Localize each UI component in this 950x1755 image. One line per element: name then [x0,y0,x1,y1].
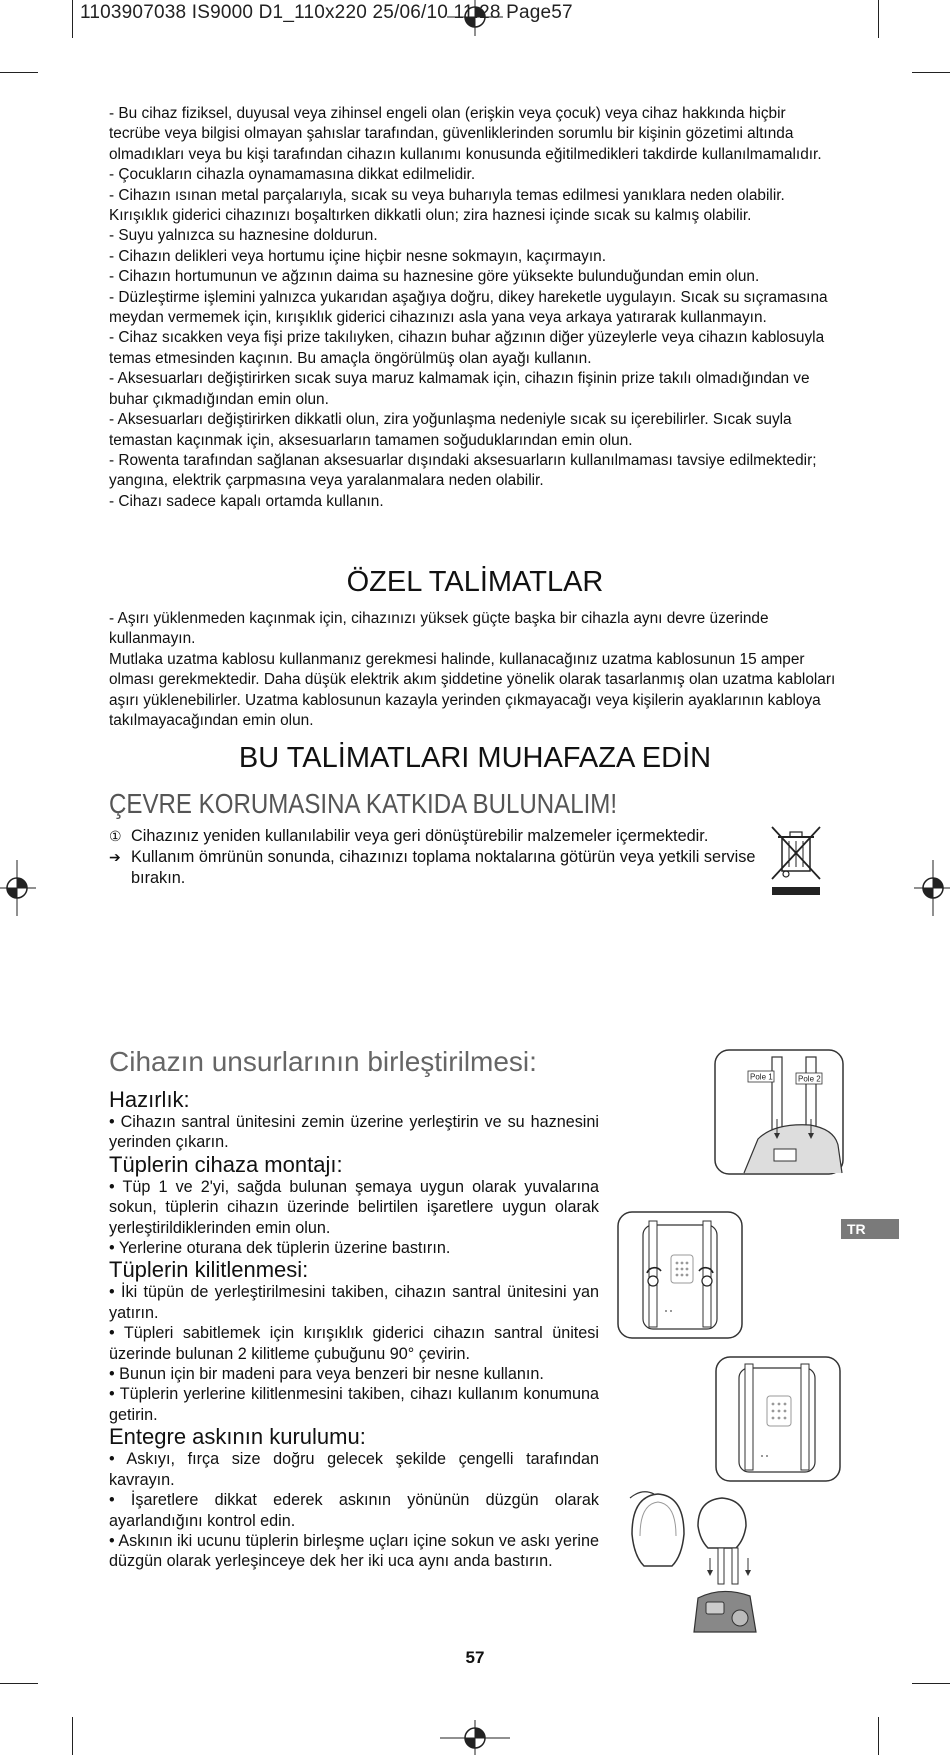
safety-paragraph: - Cihazın ısınan metal parçalarıyla, sıcak su veya buharıyla temas edilmesi yanıklara neden olabilir. Kırışıklık giderici cihazınızı boşaltırken dikkatli olun; zira haznesi içinde sıcak su kalmış olabilir. [109,186,785,225]
special-instructions [109,609,841,731]
instruction-paragraph: • İki tüpün de yerleştirilmesini takiben, cihazın santral ünitesini yan yatırın. [109,1283,599,1322]
safety-paragraph: - Aksesuarları değiştirirken dikkatli olun, zira yoğunlaşma nedeniyle sıcak su içerebilirler. Sıcak suyla temastan kaçınmak için, aksesuarların tamamen soğuduklarından emin olun. [109,411,792,449]
recycle-bullet-icon: ① [109,828,122,844]
assembly-instructions [109,1088,599,1572]
instruction-paragraph: • Yerlerine oturana dek tüplerin üzerine bastırın. [109,1239,451,1258]
svg-text:Pole 2: Pole 2 [798,1074,821,1084]
registration-mark-bottom [440,1720,510,1755]
safety-paragraph: - Cihazı sadece kapalı ortamda kullanın. [109,492,384,510]
section-heading: Hazırlık: [109,1087,190,1112]
special-instructions-title: ÖZEL TALİMATLAR [346,566,604,598]
instruction-paragraph: • Tüpleri sabitlemek için kırışıklık giderici cihazın santral ünitesi üzerinde bulunan 2 kilitleme çubuğunu 90° çevirin. [109,1324,599,1363]
special-paragraph: Mutlaka uzatma kablosu kullanmanız gerekmesi halinde, kullanacağınız uzatma kablosunun 15 amper olması gerekmektedir. Daha düşük elektrik akım şiddetine yönelik olarak tasarlanmış olan uzatma kabloları aşırı yüklenebilirler. Uzatma kablosunun kazayla yerinden çıkmayacağı veya kişilerin ayaklarının kabloya takılmayacağından emin olun. [109,650,836,730]
environment-list [109,826,761,889]
language-badge: TR [841,1219,899,1239]
instruction-paragraph: • Askıyı, fırça size doğru gelecek şekilde çengelli tarafından kavrayın. [109,1450,599,1489]
instruction-paragraph: • Bunun için bir madeni para veya benzeri bir nesne kullanın. [109,1365,544,1384]
assembly-title: Cihazın unsurlarının birleştirilmesi: [109,1046,537,1077]
locked-base-illustration [715,1356,841,1482]
instruction-paragraph: • İşaretlere dikkat ederek askının yönünün düzgün olarak ayarlandığını kontrol edin. [109,1491,599,1530]
page-number: 57 [465,1648,485,1667]
instruction-paragraph: • Askının iki ucunu tüplerin birleşme uçları içine sokun ve askı yerine düzgün olarak yerleşinceye dek her iki uca aynı anda bastırın. [109,1531,599,1571]
safety-paragraph: - Bu cihaz fiziksel, duyusal veya zihinsel engeli olan (erişkin veya çocuk) veya cihaz hakkında hiçbir tecrübe veya bilgisi olmayan şahıslar tarafından, güvenliklerinden sorumlu bir kişinin gözetimi altında olmadıkları veya bu kişi tarafından cihazın kullanımı konusunda eğitilmedikleri takdirde kullanılmamalıdır. [109,105,822,163]
safety-paragraph: - Suyu yalnızca su haznesine doldurun. [109,227,378,245]
instruction-paragraph: • Cihazın santral ünitesini zemin üzerine yerleştirin ve su haznesini yerinden çıkarın. [109,1113,599,1152]
list-item [109,826,761,847]
list-item-text: Cihazınız yeniden kullanılabilir veya geri dönüştürebilir malzemeler içermektedir. [131,827,709,845]
pole-1-label [748,1071,774,1082]
locking-bars-illustration [617,1211,743,1339]
registration-mark-right [914,860,950,916]
special-paragraph: - Aşırı yüklenmeden kaçınmak için, cihazınızı yüksek güçte başka bir cihazla aynı devre üzerinde kullanmayın. [109,610,769,648]
arrow-bullet-icon: ➔ [109,849,121,865]
registration-mark-left [0,860,36,916]
keep-instructions-heading: BU TALİMATLARI MUHAFAZA EDİN [238,742,712,774]
safety-paragraph: - Rowenta tarafından sağlanan aksesuarlar dışındaki aksesuarların kullanılmaması tavsiye edilmektedir; yangına, elektrik çarpmasına veya yaralanmalara neden olabilir. [109,451,817,490]
section-heading: Entegre askının kurulumu: [109,1424,366,1450]
weee-crossed-bin-icon [768,823,824,897]
print-slug: 1103907038 IS9000 D1_110x220 25/06/10 11:28 Page57 [80,2,573,23]
safety-paragraph: - Cihaz sıcakken veya fişi prize takılıyken, cihazın buhar ağzının diğer yüzeylerle veya cihazın kablosuyla temas etmesinden kaçının. Bu amaçla öngörülmüş olan ayağı kullanın. [109,329,825,367]
safety-paragraph: - Düzleştirme işlemini yalnızca yukarıdan aşağıya doğru, dikey hareketle uygulayın. Sıcak su sıçramasına meydan vermemek için, kırışıklık giderici cihazınızı asla yana veya arkaya yatırarak kullanmayın. [109,288,828,327]
hanger-installation-illustration [622,1486,766,1634]
safety-warnings [109,104,841,512]
pole-2-label [796,1073,822,1084]
svg-text:Pole 1: Pole 1 [750,1072,773,1082]
list-item-text: Kullanım ömrünün sonunda, cihazınızı toplama noktalarına götürün veya yetkili servise bırakın. [131,848,756,887]
safety-paragraph: - Aksesuarları değiştirirken sıcak suya maruz kalmamak için, cihazın fişinin prize takılı olmadığından ve buhar çıkmadığından emin olun. [109,370,810,408]
safety-paragraph: - Çocukların cihazla oynamamasına dikkat edilmelidir. [109,166,476,184]
section-heading: Tüplerin cihaza montajı: [109,1151,343,1177]
instruction-paragraph: • Tüplerin yerlerine kilitlenmesini takiben, cihazı kullanım konumuna getirin. [109,1385,599,1424]
list-item [109,847,761,889]
safety-paragraph: - Cihazın delikleri veya hortumu içine hiçbir nesne sokmayın, kaçırmayın. [109,247,606,265]
pole-insertion-illustration [714,1049,844,1175]
section-heading: Tüplerin kilitlenmesi: [109,1257,309,1283]
safety-paragraph: - Cihazın hortumunun ve ağzının daima su haznesine göre yüksekte bulunduğundan emin olun. [109,268,760,286]
instruction-paragraph: • Tüp 1 ve 2'yi, sağda bulunan şemaya uygun olarak yuvalarına sokun, tüplerin cihazın üzerinde belirtilen işaretlere uygun olarak yerleştirildiklerinden emin olun. [109,1177,599,1237]
environment-title: ÇEVRE KORUMASINA KATKIDA BULUNALIM! [109,788,618,819]
